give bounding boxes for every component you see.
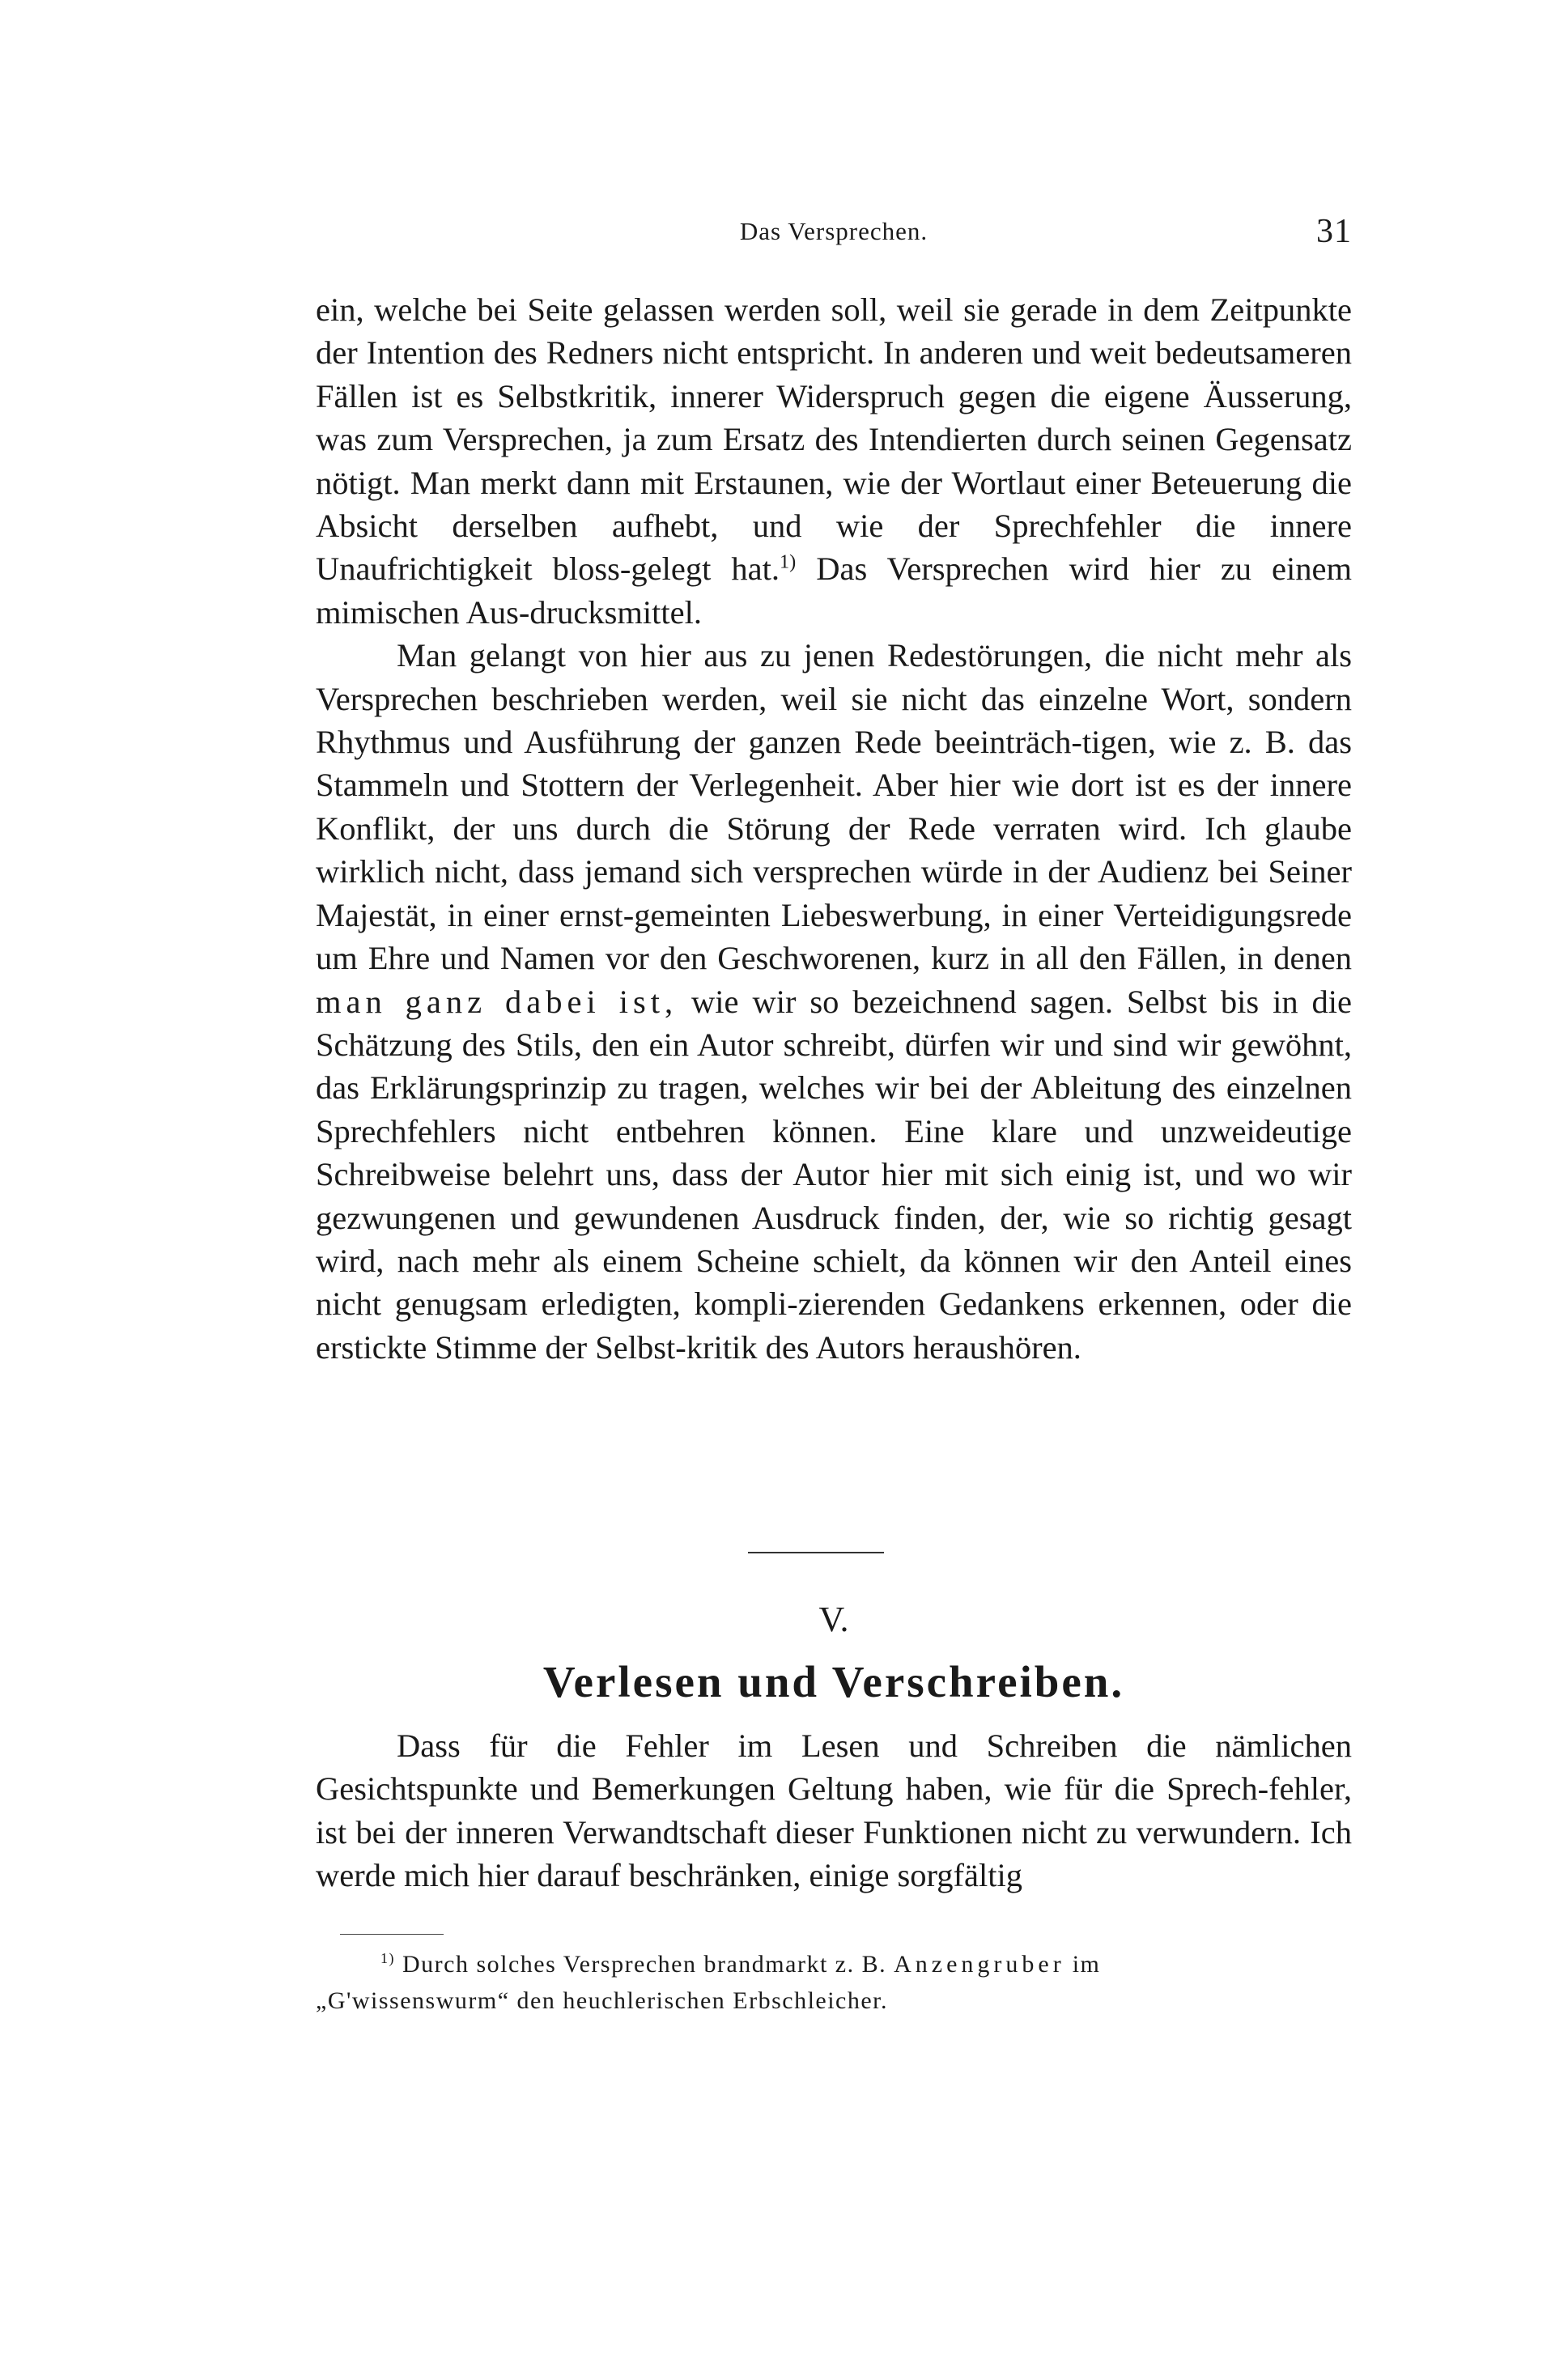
section-numeral: V. (818, 1600, 849, 1639)
footnote-author: Anzengruber (894, 1951, 1065, 1978)
footnote-separator (340, 1934, 444, 1935)
paragraph-3: Dass für die Fehler im Lesen und Schreiben die nämlichen Gesichtspunkte und Bemerkungen Geltung haben, wie für die Sprech-fehler, ist bei der inneren Verwandtschaft dieser Funktionen nicht zu verwundern. Ich werde mich hier darauf beschränken, einige sorgfältig (316, 1727, 1352, 1894)
section-divider (748, 1552, 884, 1553)
paragraph-2 (316, 634, 1352, 1369)
footnote-text-part2: im (1072, 1951, 1101, 1978)
main-text-top (316, 288, 1352, 1369)
footnote-line-2: „G'wissenswurm“ den heuchlerischen Erbschleicher. (316, 1987, 889, 2014)
paragraph-1-text-a: ein, welche bei Seite gelassen werden soll, weil sie gerade in dem Zeitpunkte der Intention des Redners nicht entspricht. In anderen und weit bedeutsameren Fällen ist es Selbstkritik, innerer Widerspruch gegen die eigene Äusserung, was zum Versprechen, ja zum Ersatz des Intendierten durch seinen Gegensatz nötigt. Man merkt dann mit Erstaunen, wie der Wortlaut einer Beteuerung die Absicht derselben aufhebt, und wie der Sprechfehler die innere Unaufrichtigkeit bloss-gelegt hat. (316, 291, 1352, 588)
page-number: 31 (1316, 213, 1352, 250)
footnote-line-1 (316, 1946, 1352, 1982)
main-text-bottom (316, 1724, 1352, 1897)
spaced-emphasis: man ganz dabei ist, (316, 983, 678, 1020)
paragraph-1 (316, 288, 1352, 634)
paragraph-2-text-b: wie wir so bezeichnend sagen. Selbst bis in die Schätzung des Stils, den ein Autor schreibt, dürfen wir und sind wir gewöhnt, das Erklärungsprinzip zu tragen, welches wir bei der Ableitung des einzelnen Sprechfehlers nicht entbehren können. Eine klare und unzweideutige Schreibweise belehrt uns, dass der Autor hier mit sich einig ist, und wo wir gezwungenen und gewundenen Ausdruck finden, der, wie so richtig gesagt wird, nach mehr als einem Scheine schielt, da können wir den Anteil eines nicht genugsam erledigten, kompli-zierenden Gedankens erkennen, oder die erstickte Stimme der Selbst-kritik des Autors heraushören. (316, 983, 1353, 1366)
footnote-reference: 1) (779, 550, 797, 573)
section-title: Verlesen und Verschreiben. (542, 1657, 1125, 1706)
running-head (316, 213, 1352, 250)
footnote (316, 1946, 1352, 2019)
paragraph-1-text-b: Das Versprechen wird hier zu einem mimischen Aus-drucksmittel. (316, 550, 1352, 631)
paragraph-2-text-a: Man gelangt von hier aus zu jenen Redestörungen, die nicht mehr als Versprechen beschrieben werden, weil sie nicht das einzelne Wort, sondern Rhythmus und Ausführung der ganzen Rede beeinträch-tigen, wie z. B. das Stammeln und Stottern der Verlegenheit. Aber hier wie dort ist es der innere Konflikt, der uns durch die Störung der Rede verraten wird. Ich glaube wirklich nicht, dass jemand sich versprechen würde in der Audienz bei Seiner Majestät, in einer ernst-gemeinten Liebeswerbung, in einer Verteidigungsrede um Ehre und Namen vor den Geschworenen, kurz in all den Fällen, in denen (316, 637, 1352, 977)
footnote-text-part1: Durch solches Versprechen brandmarkt z. B. (402, 1951, 887, 1978)
running-title: Das Versprechen. (739, 217, 928, 245)
footnote-marker: 1) (380, 1950, 395, 1966)
